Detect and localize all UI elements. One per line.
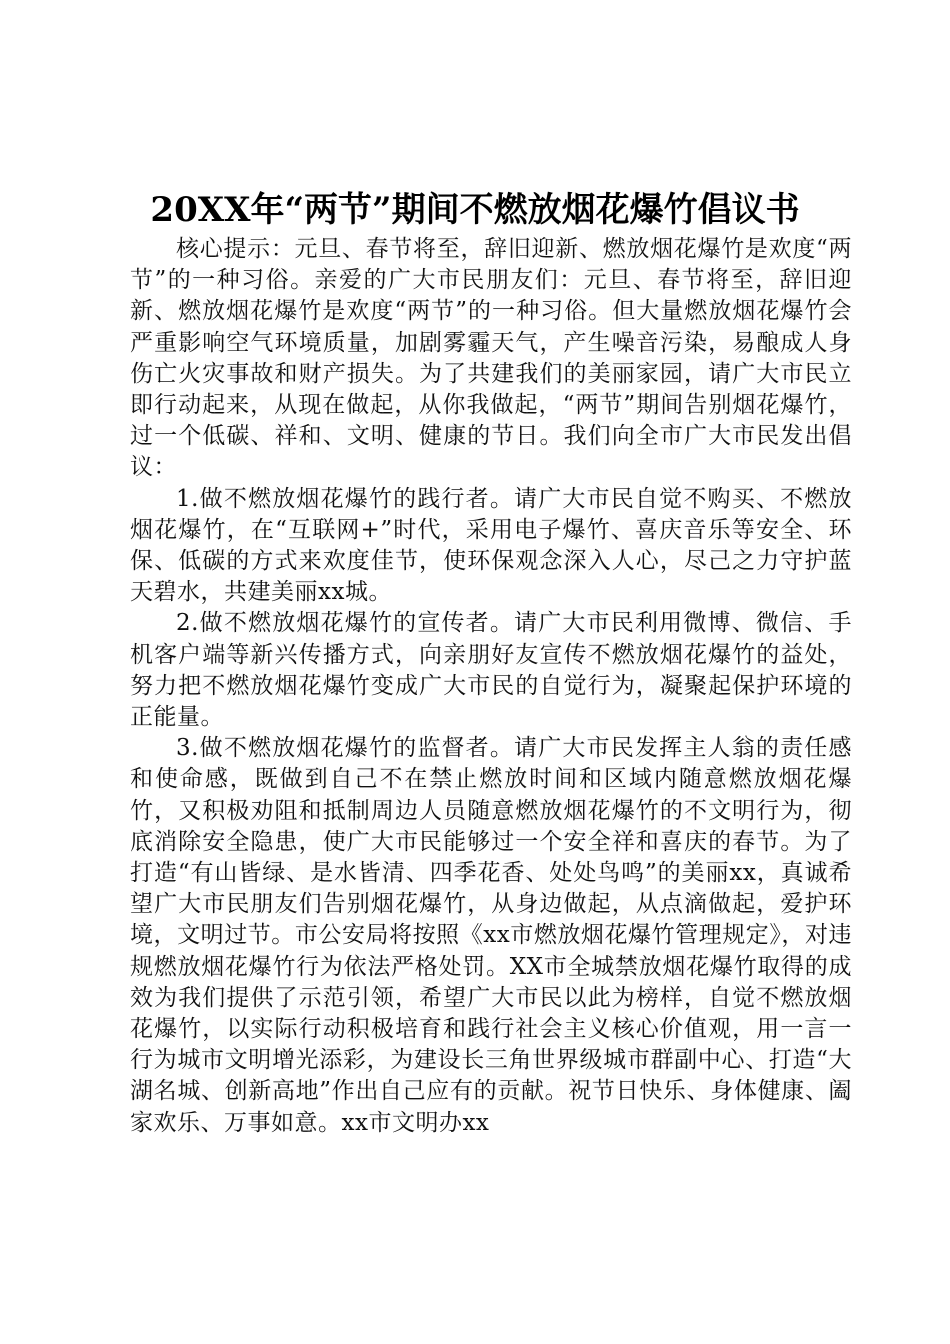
- document-title: 20XX年“两节”期间不燃放烟花爆竹倡议书: [150, 190, 800, 230]
- document-body: [130, 234, 852, 1139]
- proposal-item-1: 1.做不燃放烟花爆竹的践行者。请广大市民自觉不购买、不燃放烟花爆竹，在“互联网+”时代，采用电子爆竹、喜庆音乐等安全、环保、低碳的方式来欢度佳节，使环保观念深入人心，尽己之力守护蓝天碧水，共建美丽xx城。: [130, 485, 852, 606]
- proposal-item-2: 2.做不燃放烟花爆竹的宣传者。请广大市民利用微博、微信、手机客户端等新兴传播方式，向亲朋好友宣传不燃放烟花爆竹的益处，努力把不燃放烟花爆竹变成广大市民的自觉行为，凝聚起保护环境的正能量。: [130, 610, 852, 731]
- proposal-item-3: 3.做不燃放烟花爆竹的监督者。请广大市民发挥主人翁的责任感和使命感，既做到自己不在禁止燃放时间和区域内随意燃放烟花爆竹，又积极劝阻和抵制周边人员随意燃放烟花爆竹的不文明行为，彻底消除安全隐患，使广大市民能够过一个安全祥和喜庆的春节。为了打造“有山皆绿、是水皆清、四季花香、处处鸟鸣”的美丽xx，真诚希望广大市民朋友们告别烟花爆竹，从身边做起，从点滴做起，爱护环境，文明过节。市公安局将按照《xx市燃放烟花爆竹管理规定》，对违规燃放烟花爆竹行为依法严格处罚。XX市全城禁放烟花爆竹取得的成效为我们提供了示范引领，希望广大市民以此为榜样，自觉不燃放烟花爆竹，以实际行动积极培育和践行社会主义核心价值观，用一言一行为城市文明增光添彩，为建设长三角世界级城市群副中心、打造“大湖名城、创新高地”作出自己应有的贡献。祝节日快乐、身体健康、阖家欢乐、万事如意。xx市文明办xx: [130, 735, 852, 1136]
- intro-paragraph: 核心提示：元旦、春节将至，辞旧迎新、燃放烟花爆竹是欢度“两节”的一种习俗。亲爱的广大市民朋友们：元旦、春节将至，辞旧迎新、燃放烟花爆竹是欢度“两节”的一种习俗。但大量燃放烟花爆竹会严重影响空气环境质量，加剧雾霾天气，产生噪音污染，易酿成人身伤亡火灾事故和财产损失。为了共建我们的美丽家园，请广大市民立即行动起来，从现在做起，从你我做起，“两节”期间告别烟花爆竹，过一个低碳、祥和、文明、健康的节日。我们向全市广大市民发出倡议：: [130, 236, 852, 481]
